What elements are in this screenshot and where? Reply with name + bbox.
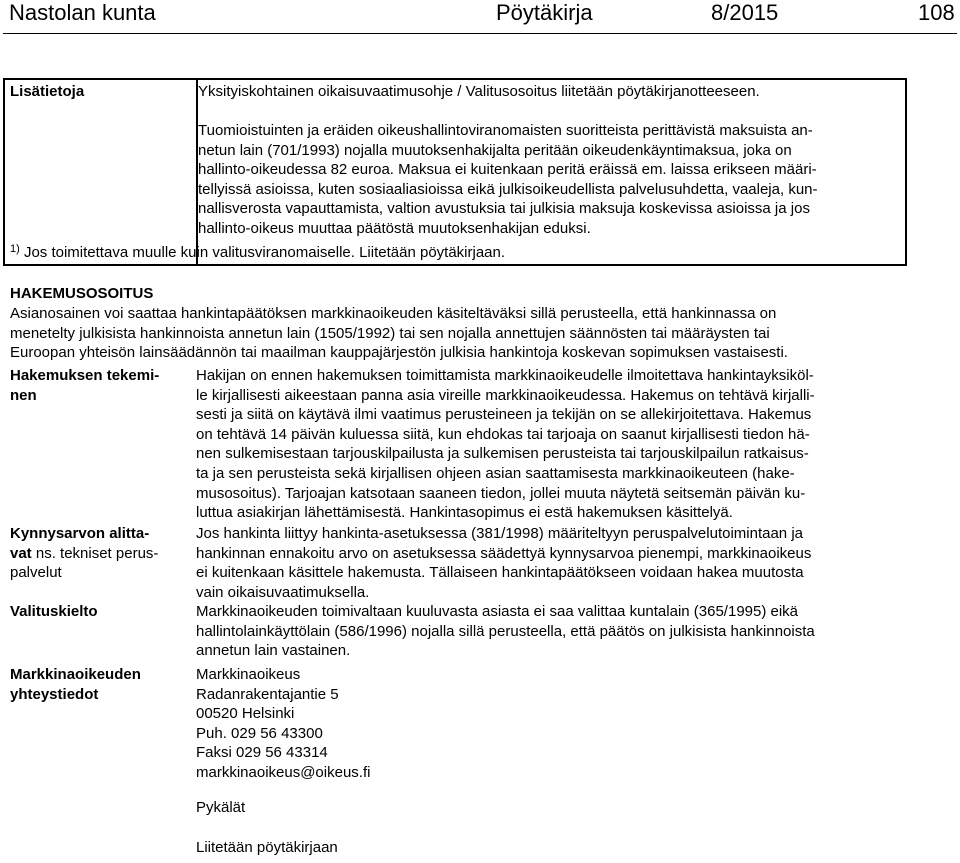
liitetaan-label: Liitetään pöytäkirjaan [196, 839, 338, 856]
intro-line: Asianosainen voi saattaa hankintapäätöksen markkinaoikeuden käsiteltäväksi sillä perusteella, että hankinnassa on [10, 305, 777, 322]
municipality-name: Nastolan kunta [9, 0, 156, 25]
text-valituskielto: Markkinaoikeuden toimivaltaan kuuluvasta asiasta ei saa valittaa kuntalain (365/1995) eikä hallintolainkäyttölain (586/1996) nojalla sillä perusteella, että päätös on julkisista hankinnoista annetun lain vastainen. [196, 603, 815, 660]
text-yhteystiedot: Markkinaoikeus Radanrakentajantie 5 00520 Helsinki Puh. 029 56 43300 Faksi 029 56 43314 markkinaoikeus@oikeus.fi [196, 666, 371, 781]
intro-line: menetelty julkisista hankinnoista annetun lain (1505/1992) tai sen nojalla annettujen säännösten tai määräysten tai [10, 324, 770, 342]
footnote-mark: 1) [10, 243, 20, 255]
fee-paragraph [198, 121, 818, 239]
page-number: 108 [918, 0, 955, 25]
intro-line: Euroopan yhteisön lainsäädännön tai maailman kauppajärjestön julkisia hankintoja koskevan sopimuksen vastaisesti. [10, 344, 788, 362]
fee-line: Tuomioistuinten ja eräiden oikeushallintoviranomaisten suoritteista perittävistä maksuista an- [198, 122, 813, 139]
fee-line: hallinto-oikeudessa 82 euroa. Maksua ei kuitenkaan peritä eräissä em. laissa erikseen määri- [198, 161, 817, 179]
document-type: Pöytäkirja [496, 0, 593, 25]
info-box-line1: Yksityiskohtainen oikaisuvaatimusohje / Valitusosoitus liitetään pöytäkirjanotteeseen. [198, 83, 760, 100]
pykalat-label: Pykälät [196, 799, 246, 816]
info-box-label: Lisätietoja [10, 83, 85, 100]
text-hakemuksen-tekeminen: Hakijan on ennen hakemuksen toimittamista markkinaoikeudelle ilmoitettava hankintayksiköl- le kirjallisesti aikeestaan panna asia vireille markkinaoikeudessa. Hakemus on tehtävä kirjalli- sesti ja siitä on käytävä ilmi vaatimus perusteineen ja tekijän on se allekirjoitettava. Hakemus on tehtävä 14 päivän kuluessa siitä, kun ehdokas tai tarjoaja on saanut kirjallisesti tiedon hä- nen sulkemisestaan tarjouskilpailusta ja sulkemisen perusteista tai tarjouskilpailun ratkaisus- ta ja sen perusteista sekä kirjallisen ohjeen asian saattamisesta markkinaoikeuteen (hake- musosoitus). Tarjoajan katsotaan saaneen tiedon, jollei muuta näytetä seitsemän päivän ku- luttua asiakirjan lähettämisestä. Hankintasopimus ei estä hakemuksen käsittelyä. [196, 367, 815, 522]
fee-line: nallisverosta vapauttamista, valtion avustuksia tai julkisia maksuja koskevissa asioissa ja jos [198, 200, 810, 218]
footnote-text: Jos toimitettava muulle kuin valitusviranomaiselle. Liitetään pöytäkirjaan. [23, 244, 506, 261]
label-hakemuksen-tekeminen: Hakemuksen tekemi- nen [10, 367, 160, 404]
header-divider [3, 33, 957, 34]
footnote [10, 243, 505, 263]
label-yhteystiedot: Markkinaoikeuden yhteystiedot [10, 666, 141, 703]
intro-paragraph [10, 304, 788, 363]
meeting-number: 8/2015 [711, 0, 779, 25]
fee-line: netun lain (701/1993) nojalla muutoksenhakijalta peritään oikeudenkäyntimaksua, joka on [198, 141, 792, 159]
label-kynnysarvon-alittavat: Kynnysarvon alitta- vat ns. tekniset perus- palvelut [10, 525, 159, 582]
fee-line: hallinto-oikeus muuttaa päätöstä muutoksenhakijan eduksi. [198, 219, 591, 237]
fee-line: tellyissä asioissa, kuten sosiaaliasioissa eikä julkisoikeudellista palvelusuhdetta, vaaleja, kun- [198, 180, 818, 198]
text-kynnysarvon-alittavat: Jos hankinta liittyy hankinta-asetuksessa (381/1998) määriteltyyn peruspalvelutoimintaan ja hankinnan ennakoitu arvo on asetuksessa säädettyä kynnysarvoa pienempi, markkinaoikeus ei kuitenkaan käsittele hakemusta. Tällaiseen hankintapäätökseen voidaan hakea muutosta vain oikaisuvaatimuksella. [196, 525, 812, 601]
label-valituskielto: Valituskielto [10, 603, 98, 620]
section-heading: HAKEMUSOSOITUS [10, 285, 154, 302]
